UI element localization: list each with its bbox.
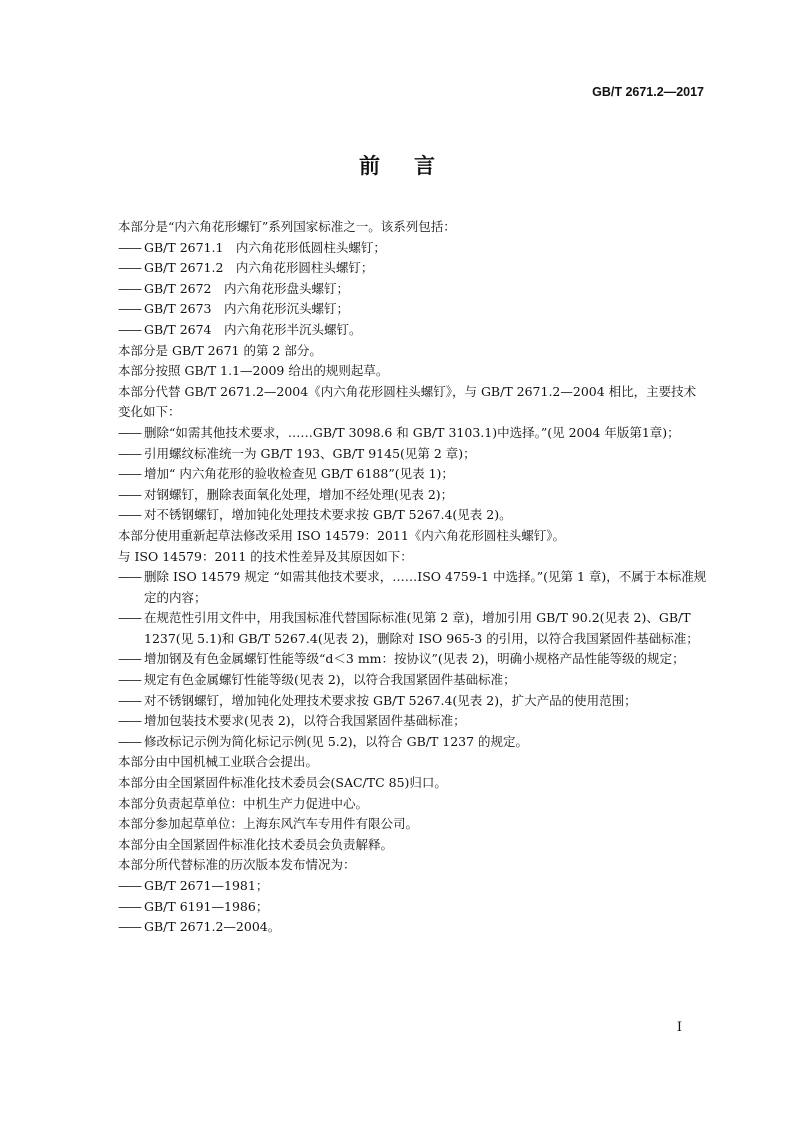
dash: —— xyxy=(118,733,141,749)
paragraph: 本部分按照 GB/T 1.1—2009 给出的规则起草。 xyxy=(118,363,389,379)
list-item-text: GB/T 6191—1986； xyxy=(144,898,269,914)
dash: —— xyxy=(118,445,141,461)
dash: —— xyxy=(118,239,141,255)
paragraph: 本部分负责起草单位：中机生产力促进中心。 xyxy=(118,795,369,811)
list-item-text: 在规范性引用文件中，用我国标准代替国际标准(见第 2 章)，增加引用 GB/T 90.2(见表 2)、GB/T 1237(见 5.1)和 GB/T 5267.4(见表 2)，删除对 ISO 965-3 的引用，以符合我国紧固件基础标准； xyxy=(144,610,699,646)
dash: —— xyxy=(118,424,141,440)
dash: —— xyxy=(118,507,141,523)
paragraph: 本部分是 GB/T 2671 的第 2 部分。 xyxy=(118,342,322,358)
list-item xyxy=(118,444,708,465)
list-item xyxy=(118,732,708,753)
dash: —— xyxy=(118,919,141,935)
dash: —— xyxy=(118,569,141,585)
dash: —— xyxy=(118,321,141,337)
dash: —— xyxy=(118,651,141,667)
list-item xyxy=(118,608,708,649)
list-item-text: 对不锈钢螺钉，增加钝化处理技术要求按 GB/T 5267.4(见表 2)。 xyxy=(144,507,512,523)
dash: —— xyxy=(118,301,141,317)
dash: —— xyxy=(118,878,141,893)
list-item-text: 增加“ 内六角花形的验收检查见 GB/T 6188”(见表 1)； xyxy=(144,466,454,482)
list-item xyxy=(118,505,708,526)
paragraph: 本部分由全国紧固件标准化技术委员会负责解释。 xyxy=(118,836,394,852)
document-code: GB/T 2671.2—2017 xyxy=(592,85,704,99)
list-item xyxy=(118,917,708,938)
list-item xyxy=(118,670,708,691)
list-item xyxy=(118,423,708,444)
list-item xyxy=(118,279,708,300)
list-item-text: 增加包装技术要求(见表 2)，以符合我国紧固件基础标准； xyxy=(144,713,466,729)
page-title: 前言 xyxy=(359,154,469,178)
list-item-text: GB/T 2672 内六角花形盘头螺钉； xyxy=(144,280,350,296)
dash: —— xyxy=(118,466,141,482)
list-item-text: GB/T 2671.2 内六角花形圆柱头螺钉； xyxy=(144,260,374,276)
list-item-text: 对钢螺钉，删除表面氧化处理，增加不经处理(见表 2)； xyxy=(144,486,454,502)
paragraph: 本部分是“内六角花形螺钉”系列国家标准之一。该系列包括： xyxy=(118,219,456,234)
list-item-text: GB/T 2671—1981； xyxy=(144,878,269,893)
dash: —— xyxy=(118,672,141,688)
list-item xyxy=(118,320,708,341)
list-item-text: GB/T 2674 内六角花形半沉头螺钉。 xyxy=(144,321,362,337)
dash: —— xyxy=(118,260,141,276)
list-item xyxy=(118,897,708,918)
list-item xyxy=(118,567,708,608)
dash: —— xyxy=(118,692,141,708)
list-item-text: 对不锈钢螺钉，增加钝化处理技术要求按 GB/T 5267.4(见表 2)，扩大产品的使用范围； xyxy=(144,692,637,708)
list-item-text: 删除“如需其他技术要求，……GB/T 3098.6 和 GB/T 3103.1)中选择。”(见 2004 年版第1章)； xyxy=(144,424,680,440)
list-item xyxy=(118,711,708,732)
list-item xyxy=(118,649,708,670)
list-item xyxy=(118,691,708,712)
list-item xyxy=(118,258,708,279)
list-item-text: 修改标记示例为简化标记示例(见 5.2)，以符合 GB/T 1237 的规定。 xyxy=(144,733,529,749)
list-item-text: GB/T 2671.2—2004。 xyxy=(144,919,281,935)
list-item-text: GB/T 2671.1 内六角花形低圆柱头螺钉； xyxy=(144,239,386,255)
page-number: I xyxy=(676,1020,682,1035)
list-item-text: 删除 ISO 14579 规定 “如需其他技术要求，……ISO 4759-1 中选择。”(见第 1 章)，不属于本标准规定的内容； xyxy=(144,569,707,605)
list-item-text: 引用螺纹标准统一为 GB/T 193、GB/T 9145(见第 2 章)； xyxy=(144,445,476,461)
list-item xyxy=(118,876,708,897)
dash: —— xyxy=(118,610,141,626)
dash: —— xyxy=(118,486,141,502)
document-body xyxy=(118,217,708,938)
dash: —— xyxy=(118,280,141,296)
dash: —— xyxy=(118,898,141,914)
list-item xyxy=(118,485,708,506)
list-item-text: 规定有色金属螺钉性能等级(见表 2)，以符合我国紧固件基础标准； xyxy=(144,672,516,688)
paragraph: 与 ISO 14579：2011 的技术性差异及其原因如下： xyxy=(118,548,413,564)
paragraph: 本部分代替 GB/T 2671.2—2004《内六角花形圆柱头螺钉》，与 GB/T 2671.2—2004 相比，主要技术变化如下： xyxy=(118,383,697,420)
paragraph: 本部分使用重新起草法修改采用 ISO 14579：2011《内六角花形圆柱头螺钉》。 xyxy=(118,527,566,543)
list-item xyxy=(118,464,708,485)
list-item xyxy=(118,299,708,320)
dash: —— xyxy=(118,713,141,729)
paragraph: 本部分由中国机械工业联合会提出。 xyxy=(118,754,319,770)
list-item-text: 增加钢及有色金属螺钉性能等级“d＜3 mm：按协议”(见表 2)，明确小规格产品性能等级的规定； xyxy=(144,651,685,667)
paragraph: 本部分参加起草单位：上海东风汽车专用件有限公司。 xyxy=(118,816,419,832)
paragraph: 本部分所代替标准的历次版本发布情况为： xyxy=(118,857,356,873)
list-item xyxy=(118,238,708,259)
list-item-text: GB/T 2673 内六角花形沉头螺钉； xyxy=(144,301,350,317)
paragraph: 本部分由全国紧固件标准化技术委员会(SAC/TC 85)归口。 xyxy=(118,775,447,791)
